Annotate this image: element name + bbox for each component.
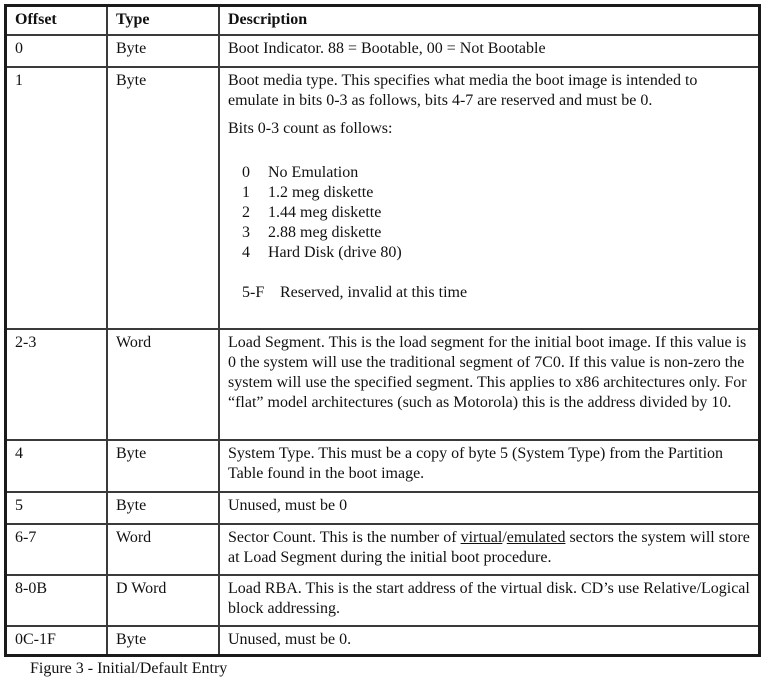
list-item [228,183,750,203]
cell-description: System Type. This must be a copy of byte 5 (System Type) from the Partition Table found in the boot image. [228,445,724,482]
table-row [7,330,758,441]
option-label: 1.44 meg diskette [268,204,382,221]
media-type-list [228,163,750,263]
cell-type: Word [108,330,220,439]
option-code: 5-F [242,284,265,301]
header-type: Type [108,7,220,34]
list-item [228,163,750,183]
option-label: Reserved, invalid at this time [280,284,468,301]
cell-description [220,68,758,328]
cell-offset: 8-0B [7,576,108,625]
cell-description: Load Segment. This is the load segment for the initial boot image. If this value is 0 the system will use the traditional segment of 7C0. If this value is non-zero the system will use the specified segment. This applies to x86 architectures only. For “flat” model architectures (such as Motorola) this is the address divided by 10. [228,334,747,411]
header-offset: Offset [7,7,108,34]
cell-type: Byte [108,493,220,523]
desc-text: Sector Count. This is the number of [228,529,461,546]
cell-offset: 0 [7,36,108,66]
cell-offset: 1 [7,68,108,328]
option-code: 3 [242,224,250,241]
figure-caption: Figure 3 - Initial/Default Entry [30,660,228,677]
option-label: Hard Disk (drive 80) [268,244,402,261]
cell-type: Byte [108,68,220,328]
underlined-term: virtual [460,529,503,546]
bits-subheading: Bits 0-3 count as follows: [228,120,393,137]
cell-type: D Word [108,576,220,625]
desc-text: / [502,529,507,546]
table-row [7,36,758,68]
cell-offset: 5 [7,493,108,523]
cell-type: Byte [108,627,220,654]
cell-type: Byte [108,36,220,66]
desc-text: sectors the system will store at Load Segment during the initial boot procedure. [228,529,750,566]
reserved-item [228,283,750,303]
table-row [7,576,758,627]
table-header-row [7,7,758,36]
table-row [7,493,758,525]
option-code: 4 [242,244,250,261]
list-item [228,203,750,223]
cell-type: Byte [108,441,220,491]
option-label: 2.88 meg diskette [268,224,382,241]
list-item [228,223,750,243]
table-row [7,525,758,576]
cell-description: Unused, must be 0. [228,631,352,648]
option-code: 1 [242,184,250,201]
table-row [7,627,758,654]
list-item [228,243,750,263]
option-label: 1.2 meg diskette [268,184,374,201]
cell-type: Word [108,525,220,574]
boot-entry-table [4,4,761,657]
cell-offset: 2-3 [7,330,108,439]
option-label: No Emulation [268,164,359,181]
cell-offset: 0C-1F [7,627,108,654]
underlined-term: emulated [506,529,566,546]
media-type-description: Boot media type. This specifies what media the boot image is intended to emulate in bits 0-3 as follows, bits 4-7 are reserved and must be 0. [228,72,698,109]
header-description: Description [228,11,308,28]
cell-description [220,525,758,574]
cell-offset: 6-7 [7,525,108,574]
option-code: 0 [242,164,250,181]
table-row [7,68,758,330]
option-code: 2 [242,204,250,221]
cell-description: Load RBA. This is the start address of the virtual disk. CD’s use Relative/Logical block addressing. [228,580,750,617]
cell-description: Boot Indicator. 88 = Bootable, 00 = Not Bootable [228,40,546,57]
table-row [7,441,758,493]
cell-description: Unused, must be 0 [228,497,348,514]
cell-offset: 4 [7,441,108,491]
